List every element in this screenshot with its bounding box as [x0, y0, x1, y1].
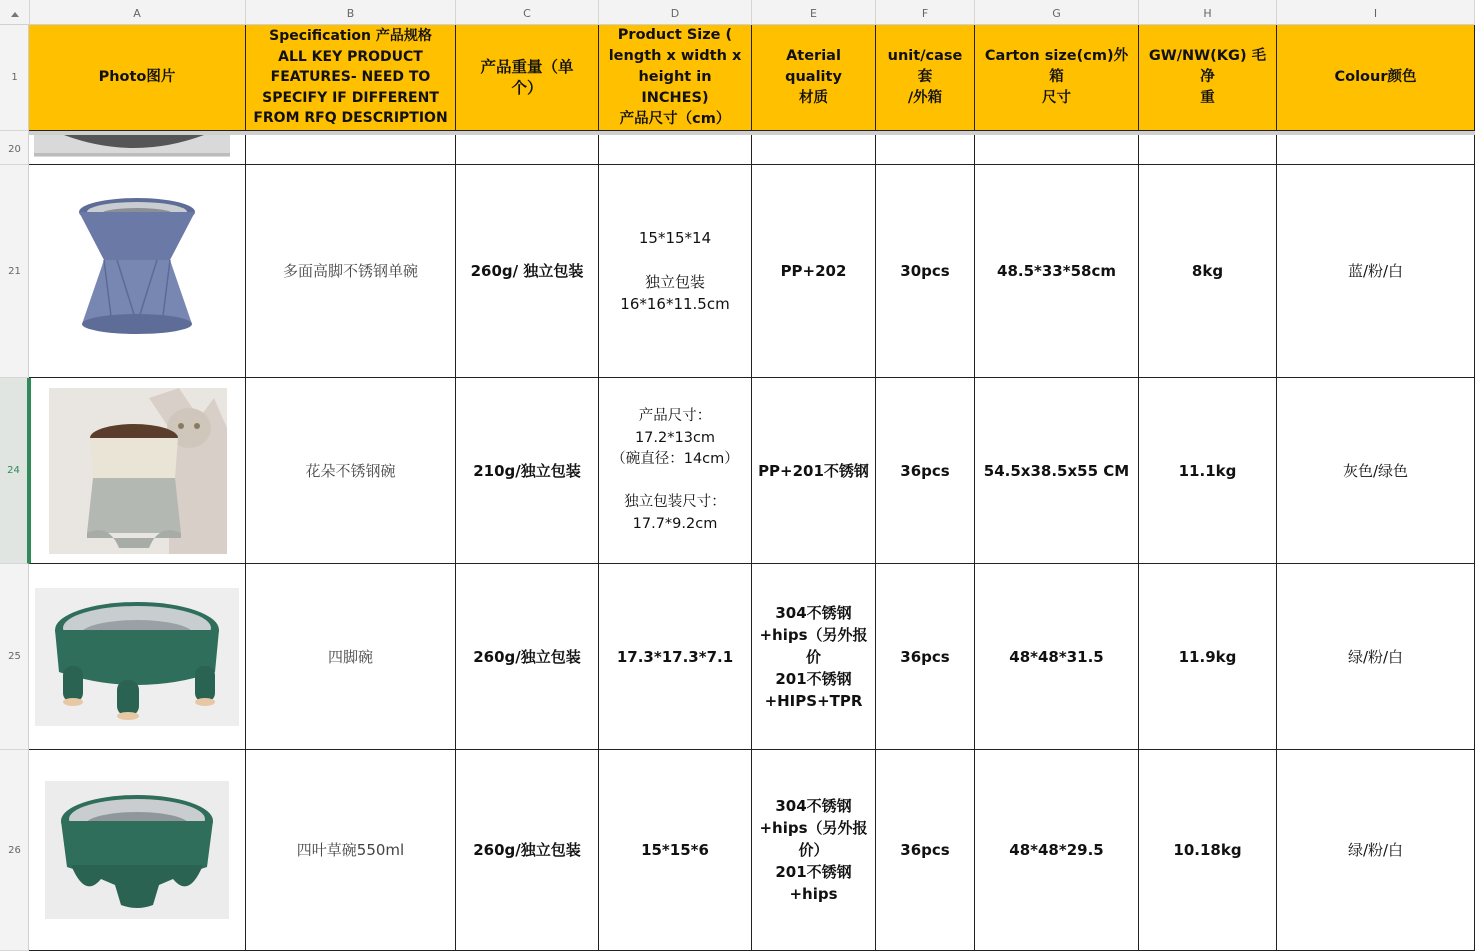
- row25-material-cell[interactable]: [752, 564, 876, 750]
- row26-unit-cell[interactable]: [876, 750, 975, 951]
- row26-size-text: 15*15*6: [641, 841, 709, 859]
- row25-carton-cell[interactable]: [975, 564, 1139, 750]
- row26-photo-cell[interactable]: [29, 750, 246, 951]
- row21-colour-text: 蓝/粉/白: [1347, 262, 1404, 280]
- green-four-leg-bowl-image: [35, 588, 239, 726]
- row21-material-cell[interactable]: [752, 165, 876, 378]
- row25-gw-cell[interactable]: [1139, 564, 1277, 750]
- row26-carton-text: 48*48*29.5: [1009, 841, 1104, 859]
- row21-material-text: PP+202: [780, 262, 847, 280]
- row26-colour-cell[interactable]: [1277, 750, 1475, 951]
- row24-weight-cell[interactable]: [456, 378, 599, 564]
- row21-photo-cell[interactable]: [29, 165, 246, 378]
- header-product-size[interactable]: [599, 25, 752, 131]
- column-header-a[interactable]: A: [29, 0, 246, 25]
- row26-carton-cell[interactable]: [975, 750, 1139, 951]
- green-clover-bowl-image: [45, 781, 229, 919]
- row25-colour-cell[interactable]: [1277, 564, 1475, 750]
- row26-weight-text: 260g/独立包装: [473, 841, 581, 859]
- header-carton-size-text: Carton size(cm)外箱 尺寸: [984, 48, 1129, 106]
- row25-colour-text: 绿/粉/白: [1347, 647, 1404, 666]
- row20-size-cell[interactable]: [599, 135, 752, 165]
- row21-spec-text: 多面高脚不锈钢单碗: [282, 262, 418, 280]
- blue-bowl-image: [72, 196, 202, 346]
- row20-carton-cell[interactable]: [975, 135, 1139, 165]
- row-header-1[interactable]: 1: [0, 25, 29, 131]
- row25-spec-cell[interactable]: [246, 564, 456, 750]
- row20-colour-cell[interactable]: [1277, 135, 1475, 165]
- row25-unit-text: 36pcs: [900, 647, 950, 666]
- row25-photo-cell[interactable]: [29, 564, 246, 750]
- header-weight[interactable]: [456, 25, 599, 131]
- row24-spec-text: 花朵不锈钢碗: [305, 461, 396, 480]
- header-weight-text: 产品重量（单 个）: [480, 57, 574, 97]
- row-header-26[interactable]: 26: [0, 750, 29, 951]
- header-unit-case[interactable]: [876, 25, 975, 131]
- header-gw-nw[interactable]: [1139, 25, 1277, 131]
- row24-photo-cell[interactable]: [29, 378, 246, 564]
- row21-weight-text: 260g/ 独立包装: [470, 262, 584, 280]
- row21-carton-text: 48.5*33*58cm: [997, 262, 1116, 280]
- row21-gw-text: 8kg: [1191, 262, 1224, 280]
- header-gw-nw-text: GW/NW(KG) 毛净 重: [1148, 48, 1267, 106]
- select-all-triangle-icon: [11, 12, 19, 17]
- row25-spec-text: 四脚碗: [327, 647, 373, 666]
- row20-weight-cell[interactable]: [456, 135, 599, 165]
- row24-colour-text: 灰色/绿色: [1342, 461, 1409, 480]
- row26-gw-text: 10.18kg: [1173, 841, 1242, 859]
- row21-weight-cell[interactable]: [456, 165, 599, 378]
- flower-bowl-cat-image: [49, 388, 227, 554]
- column-header-b[interactable]: B: [246, 0, 456, 25]
- row24-size-text: 产品尺寸： 17.2*13cm （碗直径：14cm） 独立包装尺寸： 17.7*9.2cm: [611, 408, 739, 532]
- row24-material-cell[interactable]: [752, 378, 876, 564]
- select-all-corner[interactable]: [0, 0, 30, 25]
- row24-carton-text: 54.5x38.5x55 CM: [983, 461, 1130, 480]
- row20-photo-cell[interactable]: [29, 135, 246, 165]
- row-header-24[interactable]: 24: [0, 378, 29, 564]
- header-photo-text: Photo图片: [98, 69, 176, 85]
- header-unit-case-text: unit/case 套 /外箱: [887, 48, 963, 106]
- row25-gw-text: 11.9kg: [1178, 647, 1237, 666]
- row21-gw-cell[interactable]: [1139, 165, 1277, 378]
- row24-weight-text: 210g/独立包装: [473, 461, 581, 480]
- row24-spec-cell[interactable]: [246, 378, 456, 564]
- row20-bowl-image: [34, 135, 234, 163]
- header-colour[interactable]: [1277, 25, 1475, 131]
- row24-colour-cell[interactable]: [1277, 378, 1475, 564]
- row21-unit-cell[interactable]: [876, 165, 975, 378]
- column-header-bar: [0, 0, 1475, 25]
- column-header-f[interactable]: F: [876, 0, 975, 25]
- row24-unit-text: 36pcs: [900, 461, 950, 480]
- row21-size-cell[interactable]: [599, 165, 752, 378]
- header-product-size-text: Product Size ( length x width x height in INCHES) 产品尺寸（cm）: [608, 27, 742, 127]
- header-material[interactable]: [752, 25, 876, 131]
- row25-size-text: 17.3*17.3*7.1: [616, 647, 734, 666]
- header-colour-text: Colour颜色: [1334, 69, 1417, 85]
- column-header-i[interactable]: I: [1277, 0, 1475, 25]
- header-material-text: Aterial quality 材质: [785, 48, 842, 106]
- row25-weight-cell[interactable]: [456, 564, 599, 750]
- column-header-d[interactable]: D: [599, 0, 752, 25]
- header-specification-text: Specification 产品规格 ALL KEY PRODUCT FEATURES- NEED TO SPECIFY IF DIFFERENT FROM RFQ DESCRIPTION: [253, 28, 448, 127]
- row26-weight-cell[interactable]: [456, 750, 599, 951]
- row25-material-text: 304不锈钢 +hips（另外报 价 201不锈钢 +HIPS+TPR: [759, 603, 868, 710]
- column-header-g[interactable]: G: [975, 0, 1139, 25]
- row21-colour-cell[interactable]: [1277, 165, 1475, 378]
- column-header-c[interactable]: C: [456, 0, 599, 25]
- row25-weight-text: 260g/独立包装: [473, 647, 581, 666]
- row20-spec-cell[interactable]: [246, 135, 456, 165]
- column-header-h[interactable]: H: [1139, 0, 1277, 25]
- row20-material-cell[interactable]: [752, 135, 876, 165]
- row21-size-text: 15*15*14 独立包装 16*16*11.5cm: [620, 229, 730, 313]
- header-specification[interactable]: [246, 25, 456, 131]
- row26-material-text: 304不锈钢 +hips（另外报 价） 201不锈钢+hips: [759, 797, 868, 903]
- row26-unit-text: 36pcs: [900, 841, 950, 859]
- row24-gw-text: 11.1kg: [1178, 461, 1237, 480]
- row26-colour-text: 绿/粉/白: [1347, 841, 1404, 859]
- column-header-e[interactable]: E: [752, 0, 876, 25]
- row21-unit-text: 30pcs: [900, 262, 950, 280]
- row20-gw-cell[interactable]: [1139, 135, 1277, 165]
- row24-unit-cell[interactable]: [876, 378, 975, 564]
- row26-spec-cell[interactable]: [246, 750, 456, 951]
- row26-spec-text: 四叶草碗550ml: [296, 841, 405, 859]
- row25-size-cell[interactable]: [599, 564, 752, 750]
- header-photo[interactable]: [29, 25, 246, 131]
- header-carton-size[interactable]: [975, 25, 1139, 131]
- row-header-21[interactable]: 21: [0, 165, 29, 378]
- row25-carton-text: 48*48*31.5: [1009, 647, 1104, 666]
- row21-carton-cell[interactable]: [975, 165, 1139, 378]
- row21-spec-cell[interactable]: [246, 165, 456, 378]
- row20-unit-cell[interactable]: [876, 135, 975, 165]
- row26-gw-cell[interactable]: [1139, 750, 1277, 951]
- row24-carton-cell[interactable]: [975, 378, 1139, 564]
- row-header-bar: [0, 25, 29, 951]
- row26-size-cell[interactable]: [599, 750, 752, 951]
- row24-size-cell[interactable]: [599, 378, 752, 564]
- row26-material-cell[interactable]: [752, 750, 876, 951]
- row-header-20[interactable]: 20: [0, 135, 29, 165]
- row24-material-text: PP+201不锈钢: [758, 461, 869, 480]
- row25-unit-cell[interactable]: [876, 564, 975, 750]
- row-header-25[interactable]: 25: [0, 564, 29, 750]
- row24-gw-cell[interactable]: [1139, 378, 1277, 564]
